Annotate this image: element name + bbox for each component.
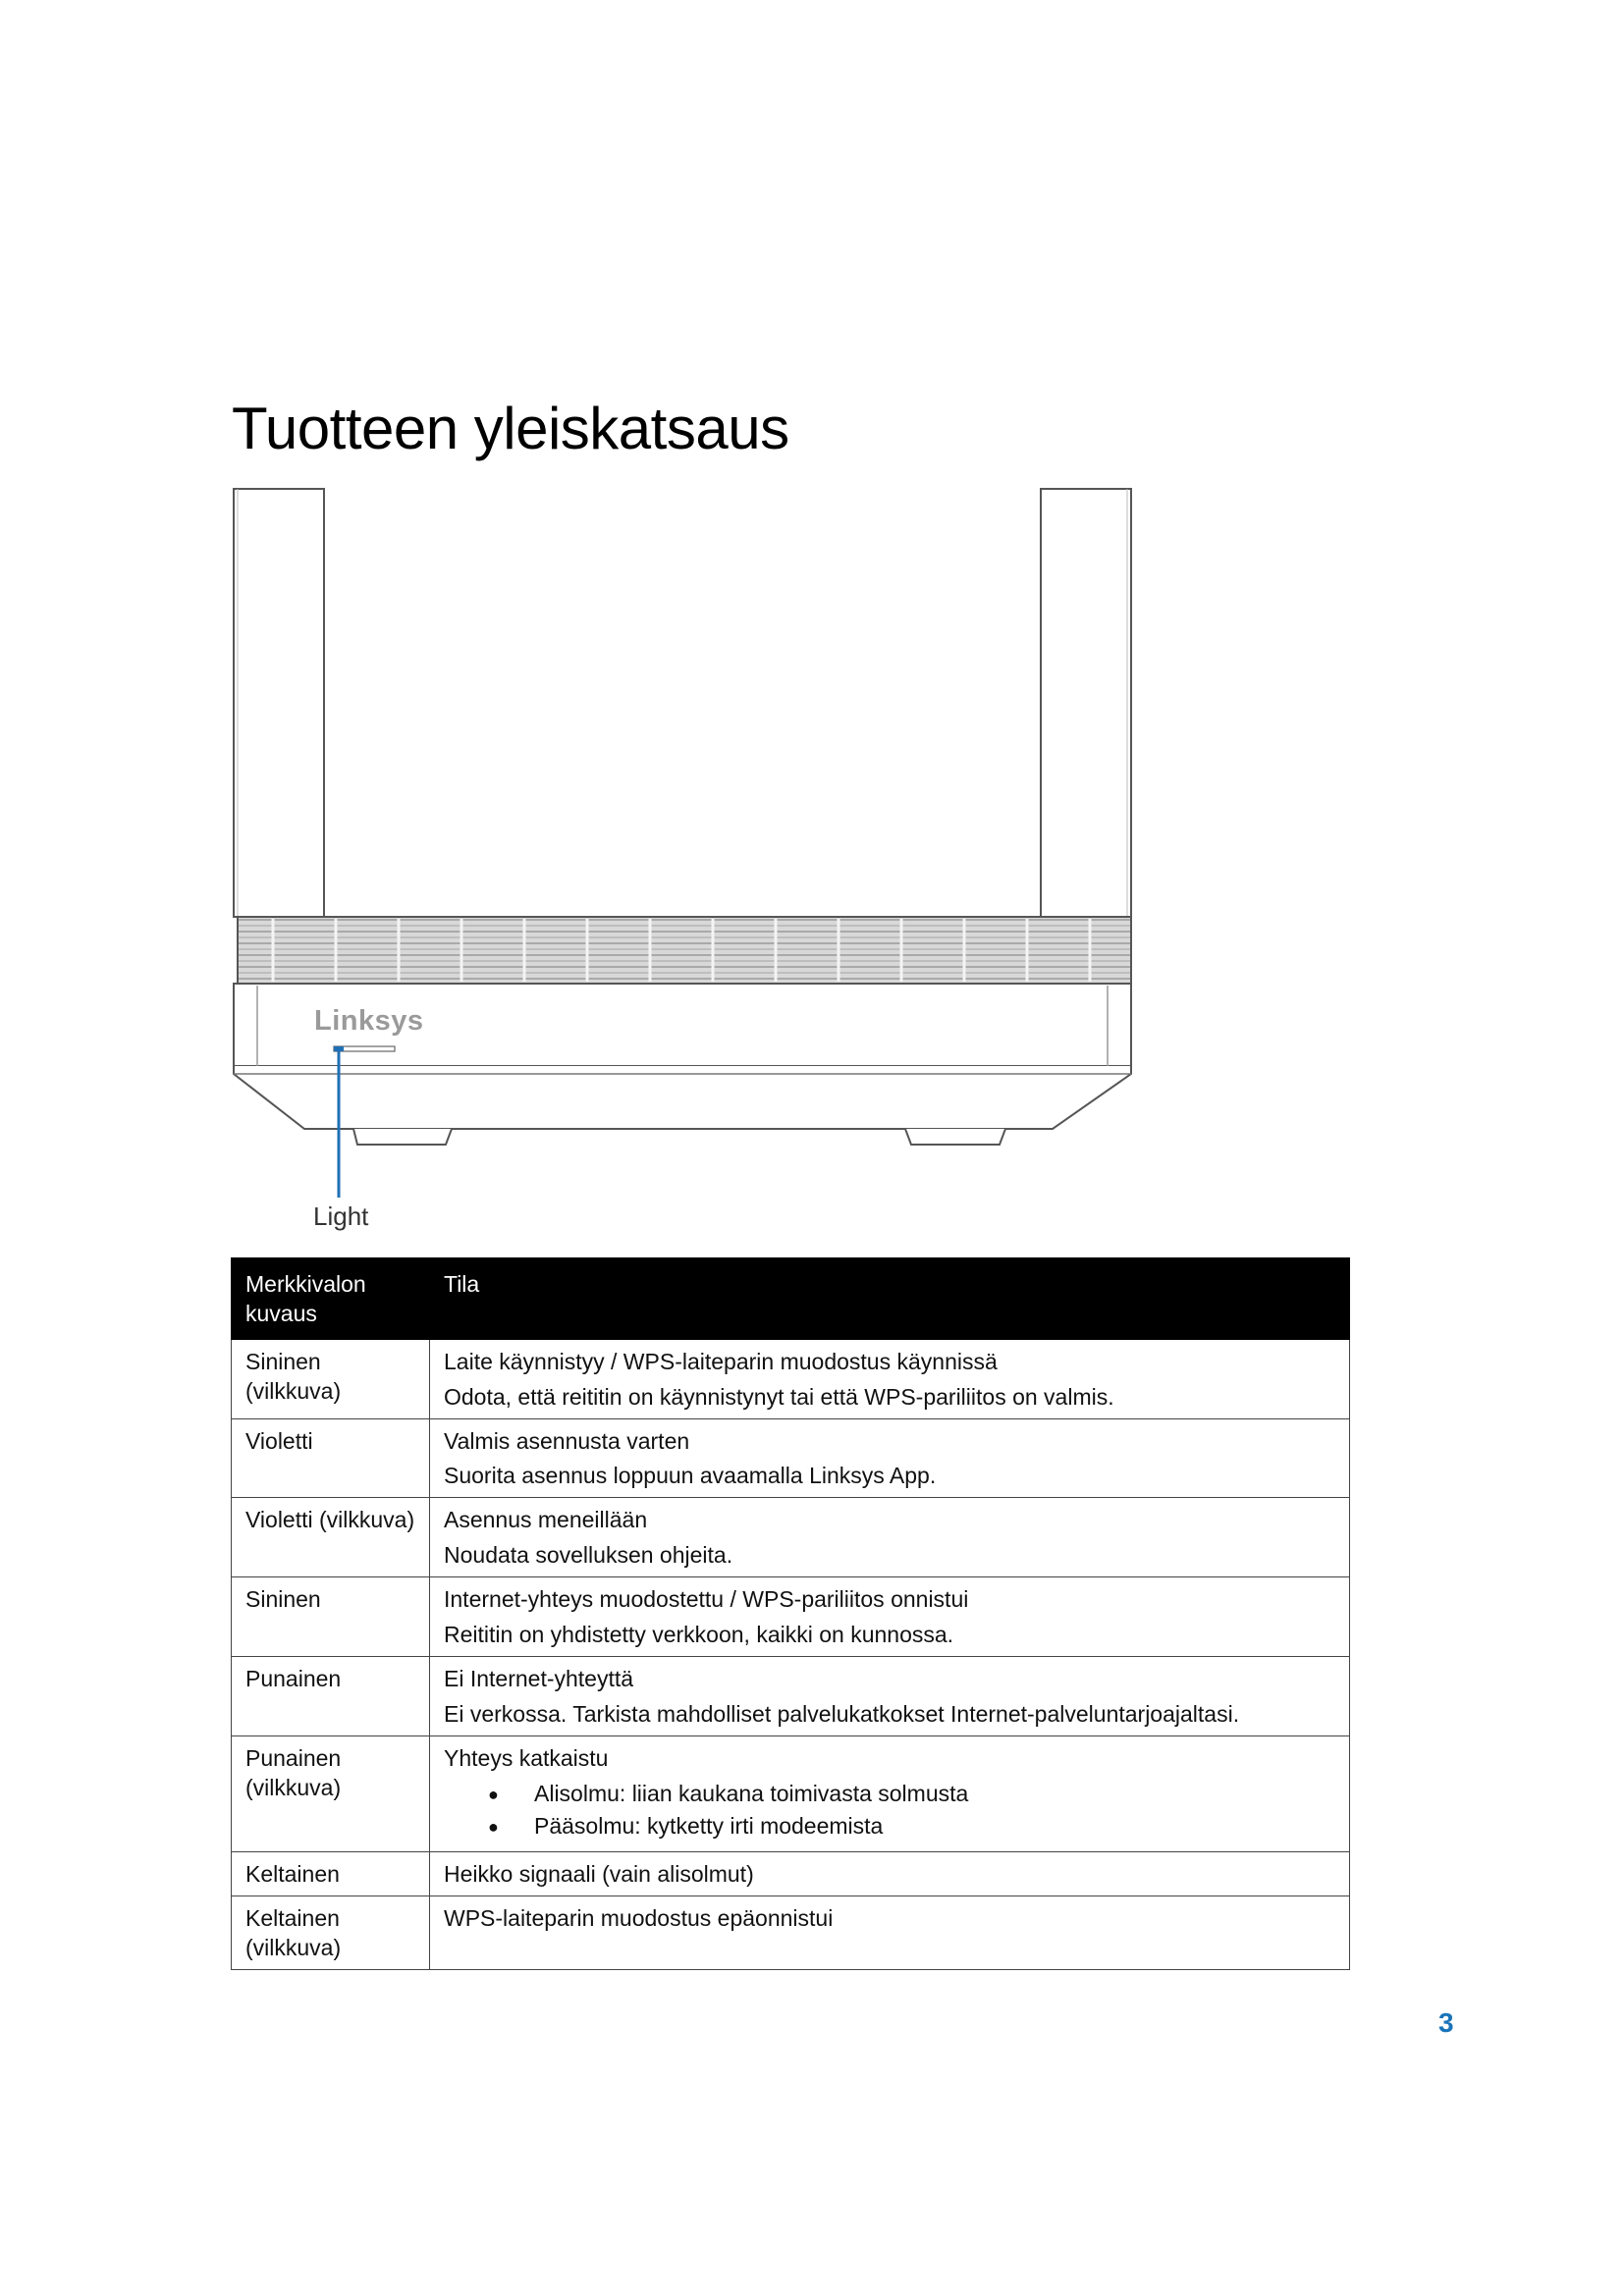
- status-led: [334, 1046, 395, 1051]
- status-cell: [430, 1577, 1350, 1657]
- list-item: ● Alisolmu: liian kaukana toimivasta solmusta: [444, 1780, 1335, 1809]
- router-feet: [353, 1129, 1005, 1145]
- status-text: Laite käynnistyy / WPS-laiteparin muodostus käynnissä: [444, 1348, 998, 1374]
- status-text: Internet-yhteys muodostettu / WPS-pariliitos onnistui: [444, 1586, 969, 1613]
- status-text: Ei Internet-yhteyttä: [444, 1665, 634, 1691]
- table-header-row: [232, 1258, 1350, 1340]
- router-illustration: [224, 481, 1166, 1247]
- status-cell: [430, 1735, 1350, 1852]
- bullet-icon: ●: [488, 1817, 499, 1838]
- table-row: [232, 1896, 1350, 1970]
- table-row: [232, 1852, 1350, 1896]
- status-text: Asennus meneillään: [444, 1507, 648, 1533]
- light-cell: Punainen: [232, 1656, 430, 1735]
- header-status: Tila: [430, 1258, 1350, 1340]
- led-status-table: [231, 1257, 1350, 1970]
- left-antenna: [234, 489, 324, 917]
- page-title: Tuotteen yleiskatsaus: [232, 396, 789, 461]
- light-cell: Keltainen (vilkkuva): [232, 1896, 430, 1970]
- status-cell: [430, 1418, 1350, 1498]
- light-cell: Punainen (vilkkuva): [232, 1735, 430, 1852]
- status-detail: Ei verkossa. Tarkista mahdolliset palvelukatkokset Internet-palveluntarjoajaltasi.: [444, 1700, 1240, 1727]
- linksys-logo: Linksys: [314, 1005, 424, 1037]
- status-text: Valmis asennusta varten: [444, 1427, 690, 1454]
- status-text: WPS-laiteparin muodostus epäonnistui: [444, 1905, 834, 1932]
- right-antenna: [1041, 489, 1131, 917]
- table-row: [232, 1498, 1350, 1577]
- light-cell: Keltainen: [232, 1852, 430, 1896]
- status-cell: [430, 1852, 1350, 1896]
- page-number: 3: [1438, 2007, 1454, 2038]
- table-row: [232, 1418, 1350, 1498]
- status-text: Yhteys katkaistu: [444, 1744, 609, 1771]
- bullet-icon: ●: [488, 1784, 499, 1804]
- vent-grille: [238, 917, 1131, 984]
- status-text: Heikko signaali (vain alisolmut): [444, 1861, 754, 1888]
- status-detail: Suorita asennus loppuun avaamalla Linksys App.: [444, 1463, 937, 1489]
- status-detail: Reititin on yhdistetty verkkoon, kaikki on kunnossa.: [444, 1622, 954, 1648]
- status-detail: Noudata sovelluksen ohjeita.: [444, 1542, 733, 1569]
- table-row: [232, 1735, 1350, 1852]
- status-bullet-list: [444, 1780, 1335, 1842]
- table-row: [232, 1656, 1350, 1735]
- header-light-description: Merkkivalon kuvaus: [232, 1258, 430, 1340]
- status-cell: [430, 1339, 1350, 1418]
- status-cell: [430, 1498, 1350, 1577]
- light-cell: Violetti (vilkkuva): [232, 1498, 430, 1577]
- status-cell: [430, 1656, 1350, 1735]
- status-detail: Odota, että reititin on käynnistynyt tai että WPS-pariliitos on valmis.: [444, 1383, 1114, 1410]
- light-cell: Sininen: [232, 1577, 430, 1657]
- table-row: [232, 1577, 1350, 1657]
- light-cell: Violetti: [232, 1418, 430, 1498]
- light-callout-label: Light: [313, 1201, 369, 1231]
- status-cell: [430, 1896, 1350, 1970]
- list-item: ● Pääsolmu: kytketty irti modeemista: [444, 1812, 1335, 1842]
- light-cell: Sininen (vilkkuva): [232, 1339, 430, 1418]
- table-row: [232, 1339, 1350, 1418]
